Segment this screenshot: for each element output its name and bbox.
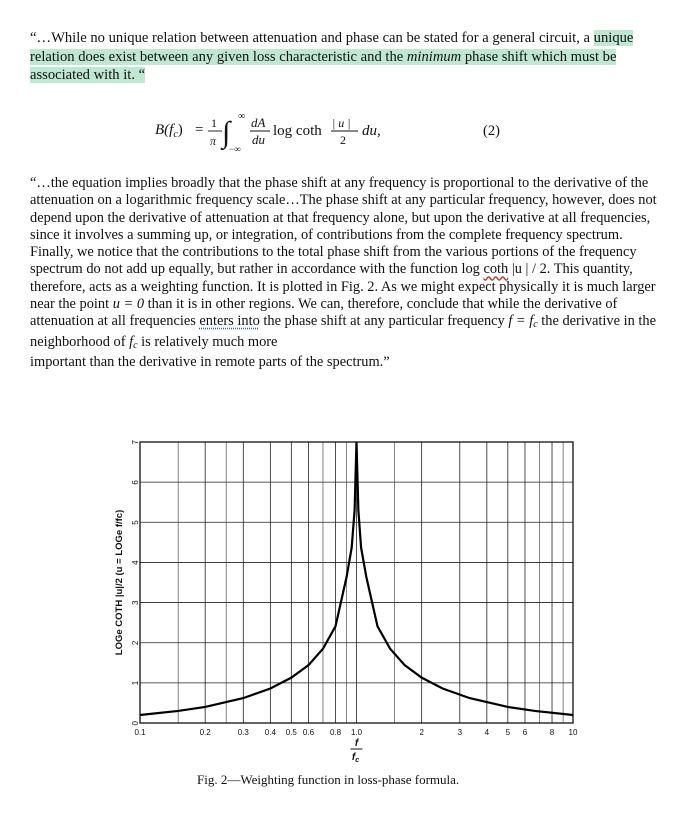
eq-equals: = [195, 122, 204, 138]
x-tick-label: 6 [522, 728, 528, 737]
quote1-close: “ [134, 67, 146, 83]
q2-text-2: |u | / 2. This quantity, therefore, acts as a weighting function. It is plotted in Fig. 2. As we might expect physically it is much larger near the point [30, 261, 656, 313]
y-tick-label: 4 [131, 560, 140, 565]
figure-caption: Fig. 2—Weighting function in loss-phase formula. [197, 772, 460, 787]
y-tick-label: 6 [131, 480, 140, 485]
weighting-function-chart [0, 430, 675, 775]
q2-text-3: than it is in other regions. We can, therefore, conclude that while the derivative of attenuation at all frequencies [30, 296, 618, 330]
highlight-text-1: unique relation does exist between any given loss characteristic and the [30, 30, 634, 65]
y-tick-label: 2 [131, 640, 140, 646]
x-axis-label [351, 738, 363, 764]
eq-du-end: du, [362, 123, 381, 139]
x-tick-label: 1.0 [350, 728, 363, 737]
x-tick-labels [134, 728, 578, 737]
y-axis-label [114, 510, 125, 655]
equation-number: (2) [483, 123, 500, 139]
y-axis-label-text: LOGe COTH |u|/2 (u = LOGe f/fc) [114, 509, 125, 656]
y-tick-label: 5 [131, 520, 140, 525]
chart-grid [140, 442, 573, 723]
eq-abs-u: | u | [332, 116, 351, 130]
x-tick-label: 0.2 [199, 728, 211, 737]
q2-f-equals-fc: $f = f_c$ [508, 313, 538, 331]
y-tick-label: 7 [131, 440, 140, 445]
q2-u-equals-zero: u = 0 [112, 296, 145, 313]
x-tick-label: 0.5 [285, 728, 297, 737]
x-tick-label: 10 [568, 728, 578, 737]
x-tick-label: 3 [457, 728, 463, 737]
eq-two: 2 [340, 133, 346, 147]
equation-2 [0, 110, 675, 154]
eq-lhs: $B(f_c)$ [155, 122, 183, 140]
eq-pi: π [210, 134, 217, 148]
quote-excerpt-2 [30, 175, 660, 371]
q2-fc: $f_c$ [129, 333, 138, 351]
eq-du: du [252, 132, 265, 147]
q2-text-1: “…the equation implies broadly that the phase shift at any frequency is proportional to the derivative of the attenuation on a logarithmic frequency scale…The phase shift at any particular frequency, however, does not depend upon the derivative of attenuation at that frequency alone, but upon the derivative at all frequencies, since it involves a summing up, or integration, of contributions from the complete frequency spectrum. Finally, we notice that the contributions to the total phase shift from the various portions of the frequency spectrum do not add up equally, but rather in accordance with the function log [30, 175, 657, 278]
x-tick-label: 8 [549, 728, 555, 737]
x-tick-label: 4 [484, 728, 490, 737]
grammar-enters-into: enters into [199, 313, 260, 330]
x-tick-label: 5 [505, 728, 511, 737]
eq-integral-sign: ∫ [222, 116, 231, 149]
spellcheck-coth: coth [483, 261, 509, 278]
y-tick-label: 3 [131, 600, 140, 606]
highlight-emphasis: minimum [406, 48, 462, 65]
highlight-text-2: phase shift which must be associated with it. [30, 48, 617, 83]
y-tick-label: 0 [131, 721, 140, 726]
q2-text-6: is relatively much more [137, 333, 278, 350]
quote1-plain-line: While no unique relation between attenuation and phase can be stated for a general circuit, a [51, 30, 591, 46]
x-tick-label: 0.8 [329, 728, 342, 737]
x-tick-label: 0.3 [237, 728, 249, 737]
eq-lower-limit: −∞ [229, 144, 241, 154]
q2-text-4: the phase shift at any particular frequency [259, 313, 509, 330]
q2-text-5: the derivative in the neighborhood of [30, 313, 656, 350]
y-tick-labels [131, 439, 140, 725]
x-tick-label: 2 [419, 728, 424, 737]
x-label-numerator: f [354, 738, 359, 749]
x-tick-label: 0.4 [264, 728, 276, 737]
quote-excerpt-1 [30, 29, 640, 85]
eq-logcoth: log coth [273, 123, 322, 139]
y-tick-label: 1 [131, 680, 140, 686]
eq-one: 1 [211, 116, 217, 130]
x-tick-label: 0.1 [134, 728, 146, 737]
eq-dA: dA [251, 115, 266, 130]
quote1-open: “… [30, 30, 52, 46]
eq-upper-limit: ∞ [238, 111, 246, 122]
q2-text-7: important than the derivative in remote parts of the spectrum.” [30, 353, 390, 370]
x-tick-label: 0.6 [302, 728, 315, 737]
x-label-denominator: $f_c$ [351, 752, 360, 764]
